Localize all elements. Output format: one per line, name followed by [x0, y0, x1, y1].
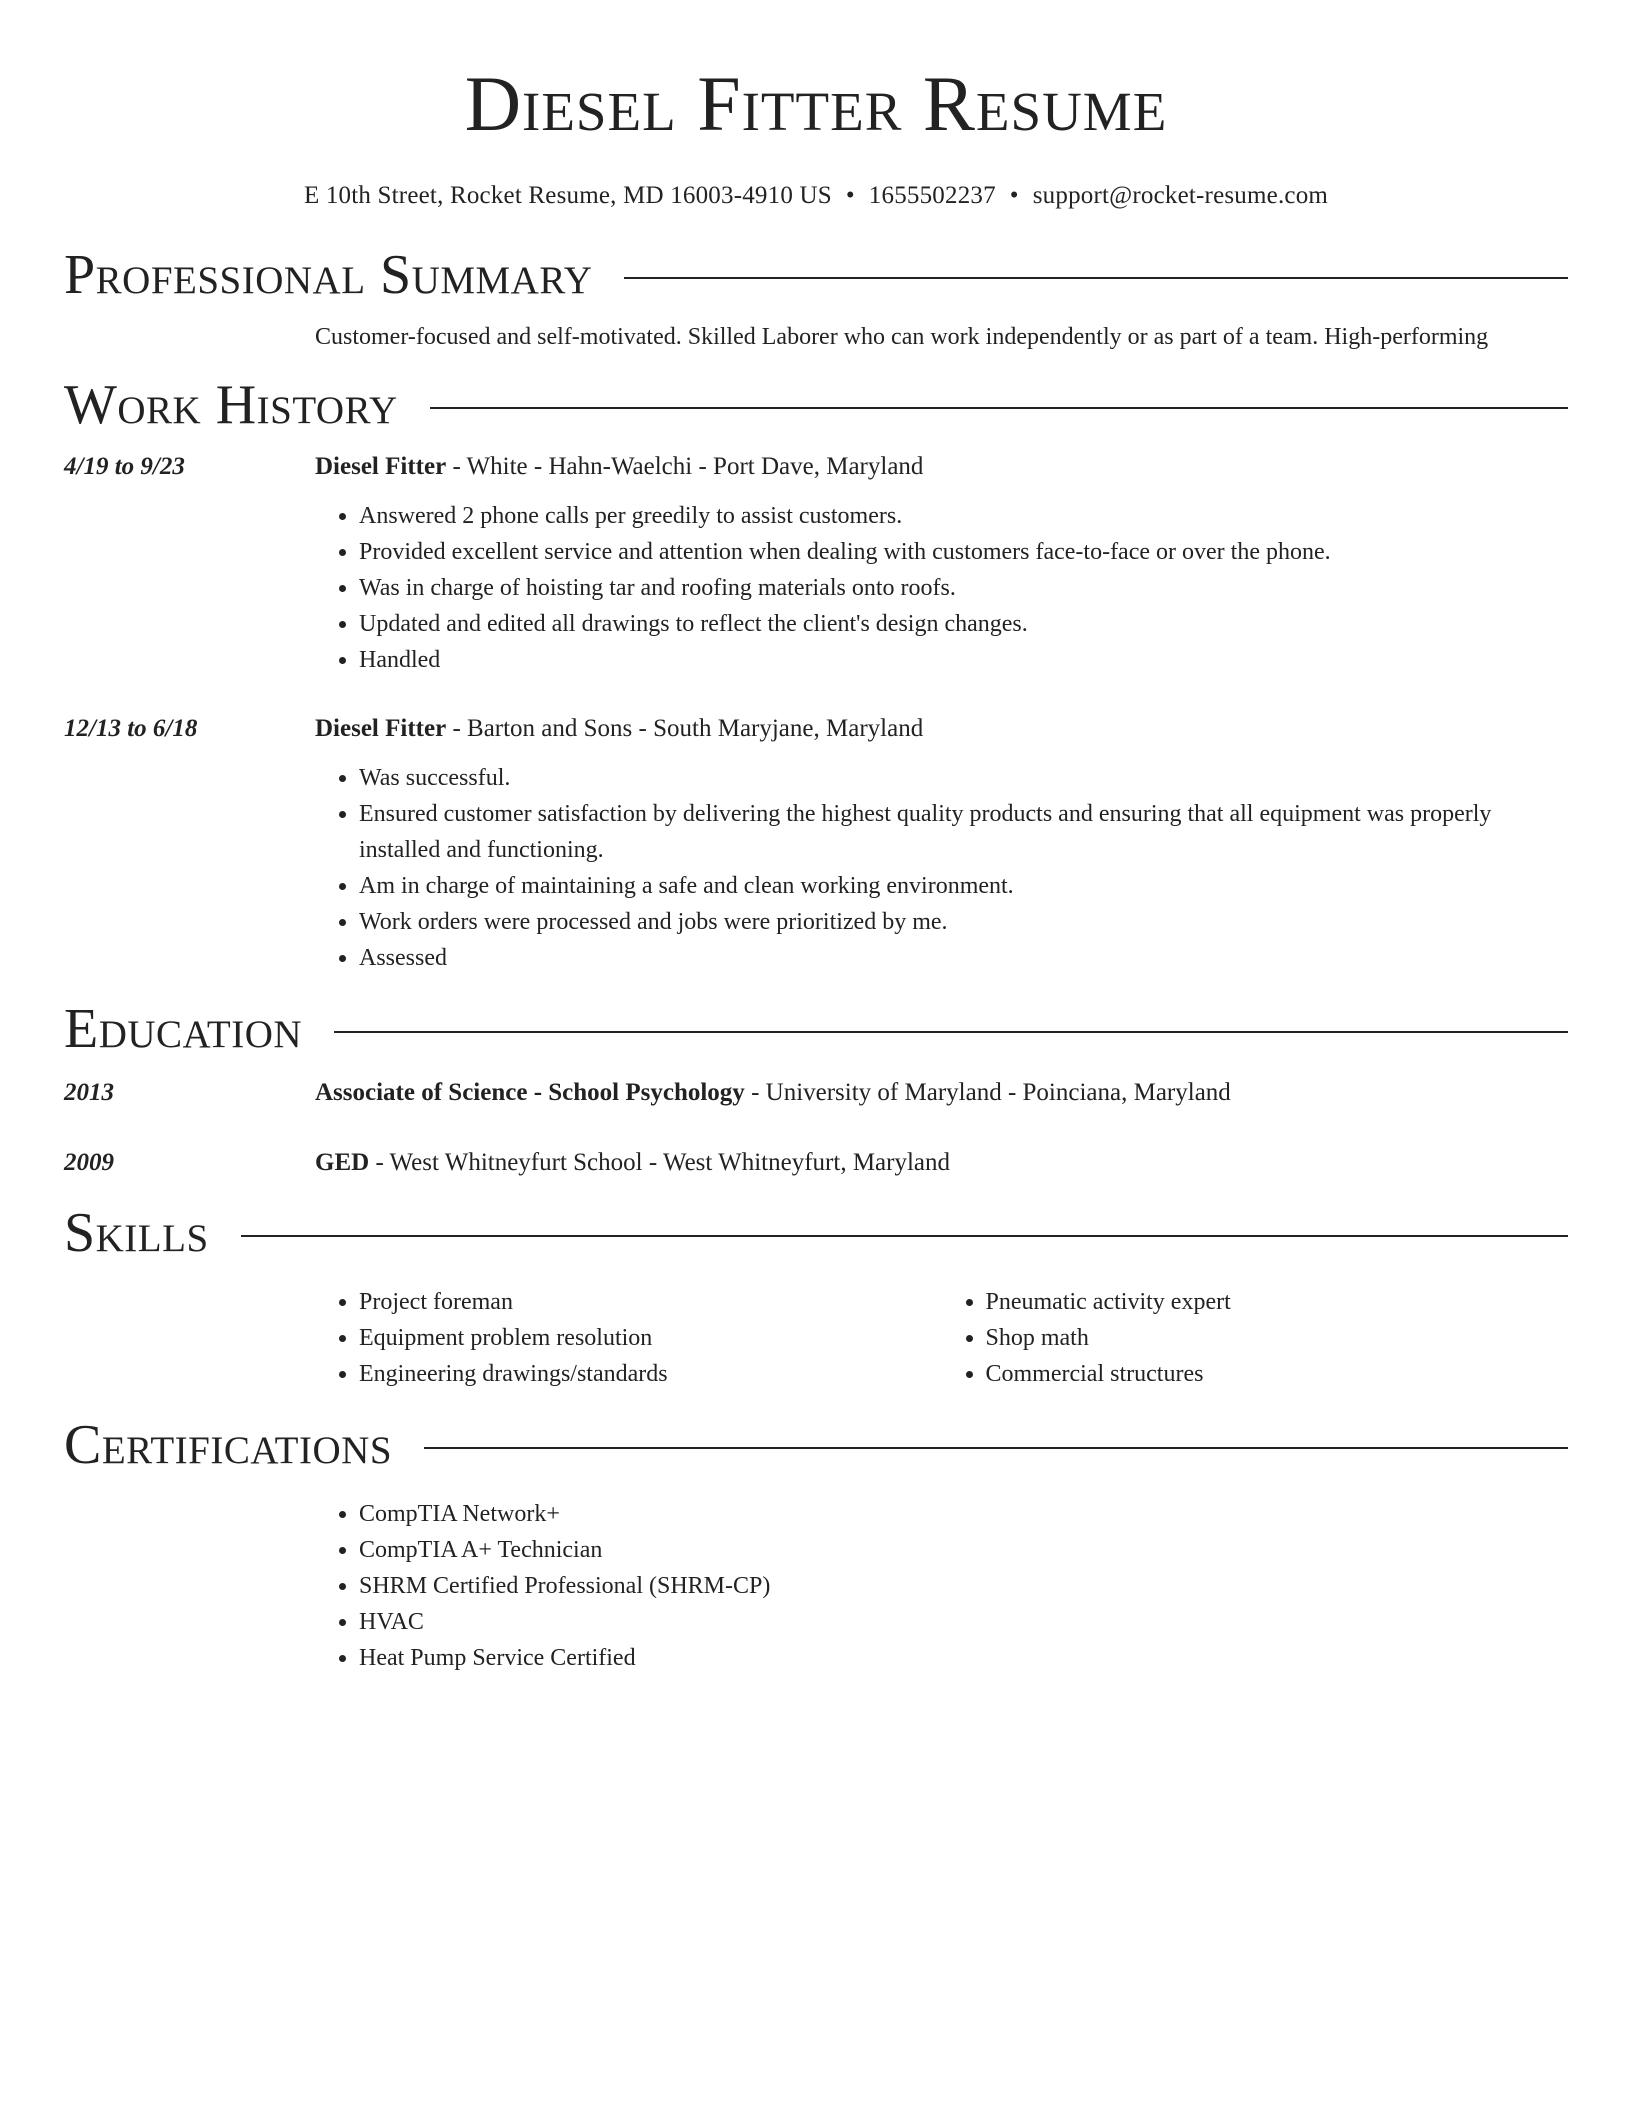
contact-line: [64, 180, 1568, 212]
section-header-skills: [64, 1200, 1568, 1266]
section-divider: [624, 277, 1568, 279]
certification-item: • CompTIA Network+: [359, 1496, 1568, 1532]
skill-item: • Pneumatic activity expert: [986, 1284, 1569, 1320]
skill-item: • Project foreman: [359, 1284, 942, 1320]
job-dates: 12/13 to 6/18: [64, 715, 198, 742]
education-entry: [64, 1076, 1568, 1110]
contact-separator: •: [845, 182, 855, 209]
job-content: [315, 450, 1568, 678]
resume-page: [64, 0, 1568, 1676]
education-content: [315, 1076, 1568, 1110]
section-header-education: [64, 996, 1568, 1062]
section-title-certifications: Certifications: [64, 1414, 393, 1476]
job-bullet: • Handled: [359, 642, 1568, 678]
certification-item: • SHRM Certified Professional (SHRM-CP): [359, 1568, 1568, 1604]
job-bullet: • Provided excellent service and attention when dealing with customers face-to-face or over the phone.: [359, 534, 1568, 570]
resume-name: Diesel Fitter Resume: [464, 60, 1168, 147]
job-entry: [64, 712, 1568, 976]
job-content: [315, 712, 1568, 976]
section-title-work: Work History: [64, 374, 398, 436]
contact-email: support@rocket-resume.com: [1032, 182, 1329, 209]
skill-item: • Shop math: [986, 1320, 1569, 1356]
skills-grid: [315, 1284, 1568, 1392]
job-bullets: [315, 760, 1568, 976]
certifications-list: [315, 1496, 1568, 1676]
job-bullet: • Work orders were processed and jobs were prioritized by me.: [359, 904, 1568, 940]
job-bullet: • Ensured customer satisfaction by delivering the highest quality products and ensuring that all equipment was properly installed and functioning.: [359, 796, 1568, 868]
skill-item: • Equipment problem resolution: [359, 1320, 942, 1356]
job-heading: [315, 450, 1568, 484]
education-details: - University of Maryland - Poinciana, Maryland: [744, 1079, 1231, 1106]
education-year: 2009: [64, 1149, 114, 1176]
section-divider: [424, 1447, 1568, 1449]
education-entry: [64, 1146, 1568, 1180]
section-title-skills: Skills: [64, 1202, 209, 1264]
contact-phone: 1655502237: [868, 182, 996, 209]
education-content: [315, 1146, 1568, 1180]
skill-item: • Commercial structures: [986, 1356, 1569, 1392]
section-title-education: Education: [64, 998, 303, 1060]
job-dates: 4/19 to 9/23: [64, 453, 185, 480]
skills-list-left: [315, 1284, 942, 1392]
contact-separator: •: [1009, 182, 1019, 209]
job-role: Diesel Fitter: [315, 715, 447, 742]
contact-address: E 10th Street, Rocket Resume, MD 16003-4910 US: [303, 182, 832, 209]
summary-text: Customer-focused and self-motivated. Skilled Laborer who can work independently or as part of a team. High-performing: [315, 324, 1489, 350]
job-heading: [315, 712, 1568, 746]
section-divider: [334, 1031, 1568, 1033]
job-details: - Barton and Sons - South Maryjane, Maryland: [446, 715, 924, 742]
job-bullet: • Answered 2 phone calls per greedily to assist customers.: [359, 498, 1568, 534]
job-entry: [64, 450, 1568, 678]
education-degree: GED: [315, 1149, 370, 1176]
education-degree: Associate of Science - School Psychology: [315, 1079, 745, 1106]
job-bullet: • Assessed: [359, 940, 1568, 976]
job-bullets: [315, 498, 1568, 678]
job-bullet: • Am in charge of maintaining a safe and clean working environment.: [359, 868, 1568, 904]
certification-item: • CompTIA A+ Technician: [359, 1532, 1568, 1568]
job-bullet: • Updated and edited all drawings to reflect the client's design changes.: [359, 606, 1568, 642]
section-title-summary: Professional Summary: [64, 244, 593, 306]
section-header-work: [64, 372, 1568, 438]
job-bullet: • Was successful.: [359, 760, 1568, 796]
education-year: 2013: [64, 1079, 114, 1106]
certification-item: • HVAC: [359, 1604, 1568, 1640]
job-details: - White - Hahn-Waelchi - Port Dave, Maryland: [446, 453, 924, 480]
section-divider: [430, 407, 1568, 409]
skill-item: • Engineering drawings/standards: [359, 1356, 942, 1392]
job-role: Diesel Fitter: [315, 453, 447, 480]
skills-list-right: [942, 1284, 1569, 1392]
job-bullet: • Was in charge of hoisting tar and roofing materials onto roofs.: [359, 570, 1568, 606]
education-details: - West Whitneyfurt School - West Whitneyfurt, Maryland: [369, 1149, 951, 1176]
certification-item: • Heat Pump Service Certified: [359, 1640, 1568, 1676]
section-header-summary: [64, 242, 1568, 308]
section-header-certifications: [64, 1412, 1568, 1478]
section-divider: [241, 1235, 1568, 1237]
